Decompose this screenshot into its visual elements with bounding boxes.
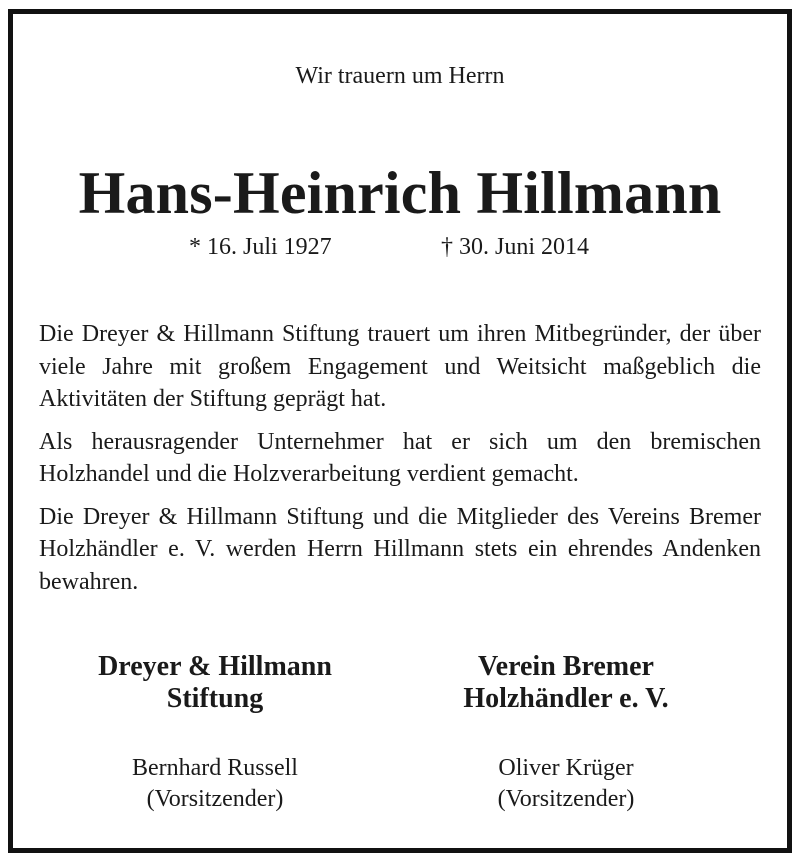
signature-org-line: Holzhändler e. V. — [463, 683, 669, 714]
intro-line: Wir trauern um Herrn — [295, 63, 505, 89]
signature-person — [35, 753, 395, 815]
signature-org-line: Dreyer & Hillmann — [98, 651, 332, 682]
signature-org — [35, 651, 395, 715]
birth-date: * 16. Juli 1927 — [189, 234, 332, 260]
signature-association — [386, 651, 746, 815]
signature-org-line: Stiftung — [166, 683, 264, 714]
deceased-name: Hans-Heinrich Hillmann — [78, 160, 722, 226]
signature-org-line: Verein Bremer — [478, 651, 654, 682]
signature-person-name: Bernhard Russell — [132, 755, 298, 781]
death-date: † 30. Juni 2014 — [441, 234, 590, 260]
signature-person-role: (Vorsitzender) — [497, 786, 635, 812]
signature-foundation — [35, 651, 395, 815]
body-paragraph: Als herausragender Unternehmer hat er sich um den bremischen Holzhandel und die Holzverarbeitung verdient gemacht. — [39, 428, 761, 487]
signature-person — [386, 753, 746, 815]
notice-body — [39, 318, 761, 608]
body-paragraph: Die Dreyer & Hillmann Stiftung und die Mitglieder des Vereins Bremer Holzhändler e. V. werden Herrn Hillmann stets ein ehrendes Andenken bewahren. — [39, 503, 761, 595]
signature-person-role: (Vorsitzender) — [146, 786, 284, 812]
signature-person-name: Oliver Krüger — [498, 755, 634, 781]
body-paragraph: Die Dreyer & Hillmann Stiftung trauert um ihren Mitbegründer, der über viele Jahre mit großem Engagement und Weitsicht maßgeblich die Aktivitäten der Stiftung geprägt hat. — [39, 321, 761, 412]
signature-org — [386, 651, 746, 715]
